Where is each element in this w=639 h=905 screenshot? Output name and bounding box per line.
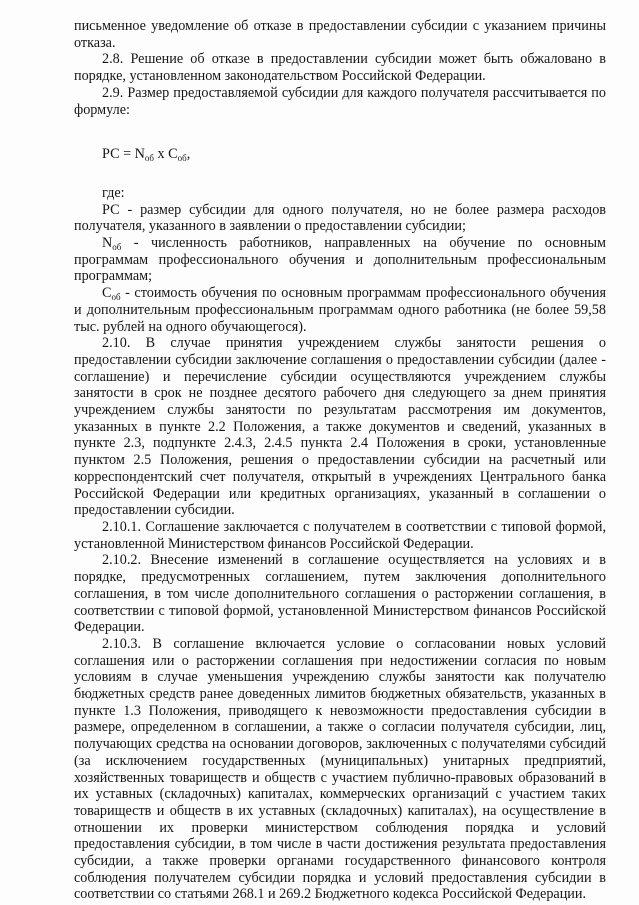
definition-n-text: - численность работников, направленных на обучение по основным программам профессионального обучения и дополнительным профессиональным программам; <box>74 235 606 285</box>
definition-c <box>74 285 606 335</box>
paragraph-2-9: 2.9. Размер предоставляемой субсидии для каждого получателя рассчитывается по формуле: <box>74 84 606 118</box>
paragraph-refusal-notice: письменное уведомление об отказе в предоставлении субсидии с указанием причины отказа. <box>74 18 606 51</box>
paragraph-2-10-3: 2.10.3. В соглашение включается условие о согласовании новых условий соглашения или о расторжении соглашения при недостижении согласия по новым условиям в случае уменьшения учреждению службы занятости как получателю бюджетных средств ранее доведенных лимитов бюджетных обязательств, указанных в пункте 1.3 Положения, приводящего к невозможности предоставления субсидии в размере, определенном в соглашении, а также о согласии получателя субсидии, лиц, получающих средства на основании договоров, заключенных с получателями субсидий (за исключением государственных (муниципальных) унитарных предприятий, хозяйственных товариществ и обществ с участием публично-правовых образований в их уставных (складочных) капиталах, коммерческих организаций с участием таких товариществ и обществ в их уставных (складочных) капиталах), на осуществление в отношении их проверки министерством соблюдения порядка и условий предоставления субсидии, в том числе в части достижения результата предоставления субсидии, а также проверки органами государственного финансового контроля соблюдения получателем субсидии порядка и условий предоставления субсидии в соответствии со статьями 268.1 и 269.2 Бюджетного кодекса Российской Федерации. <box>74 635 606 903</box>
formula-sub-n: об <box>144 153 154 164</box>
definition-c-sub: об <box>111 292 121 303</box>
formula-tail: , <box>186 146 191 163</box>
formula-lhs: РС = N <box>102 146 145 163</box>
definition-pc: РС - размер субсидии для одного получателя, но не более размера расходов получателя, указанного в заявлении о предоставлении субсидии; <box>74 201 606 235</box>
definition-n-sub: об <box>112 242 122 253</box>
document-body <box>74 18 606 903</box>
paragraph-2-8: 2.8. Решение об отказе в предоставлении субсидии может быть обжаловано в порядке, установленном законодательством Российской Федерации. <box>74 51 606 85</box>
definition-c-text: - стоимость обучения по основным программам профессионального обучения и дополнительным профессиональным программам одного работника (не более 59,58 тыс. рублей на одного обучающегося). <box>74 285 606 335</box>
definition-c-symbol: С <box>102 285 112 302</box>
definition-n-symbol: N <box>102 235 113 252</box>
formula-mid: х С <box>153 146 178 163</box>
paragraph-2-10-2: 2.10.2. Внесение изменений в соглашение осуществляется на условиях и в порядке, предусмотренных соглашением, путем заключения дополнительного соглашения, в том числе дополнительного соглашения о расторжении соглашения, в соответствии с типовой формой, установленной Министерством финансов Российской Федерации. <box>74 552 606 636</box>
paragraph-2-10: 2.10. В случае принятия учреждением службы занятости решения о предоставлении субсидии заключение соглашения о предоставлении субсидии (далее - соглашение) и перечисление субсидии осуществляются учреждением службы занятости в срок не позднее десятого рабочего дня следующего за днем принятия учреждением службы занятости по результатам рассмотрения им документов, указанных в пункте 2.2 Положения, а также документов и сведений, указанных в пункте 2.3, подпункте 2.4.3, 2.4.5 пункта 2.4 Положения в сроки, установленные пунктом 2.5 Положения, решения о предоставлении субсидии на расчетный или корреспондентский счет получателя, открытый в учреждениях Центрального банка Российской Федерации или кредитных организациях, указанный в соглашении о предоставлении субсидии. <box>74 335 606 519</box>
subsidy-formula <box>102 146 606 163</box>
paragraph-2-10-1: 2.10.1. Соглашение заключается с получателем в соответствии с типовой формой, установленной Министерством финансов Российской Федерации. <box>74 518 606 552</box>
where-label: где: <box>102 184 125 201</box>
definition-n <box>74 235 606 285</box>
formula-sub-c: об <box>177 153 187 164</box>
